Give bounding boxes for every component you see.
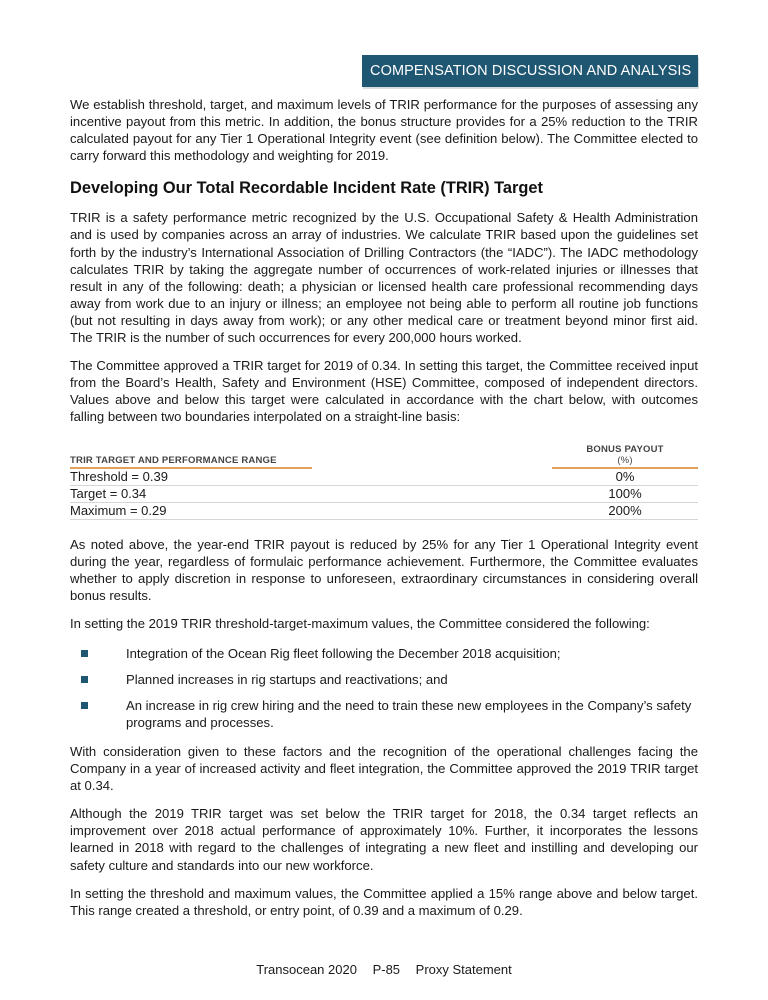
consideration-summary-paragraph: With consideration given to these factors and the recognition of the operational challenges facing the Company in a year of increased activity and fleet integration, the Committee approved the 2019 TRIR target at 0.34. bbox=[70, 743, 698, 794]
list-item bbox=[70, 645, 698, 662]
table-cell-payout: 200% bbox=[608, 502, 642, 518]
table-header bbox=[70, 439, 698, 469]
payout-header-line1: BONUS PAYOUT bbox=[586, 443, 664, 455]
considerations-list bbox=[70, 645, 698, 731]
table-cell-level: Maximum = 0.29 bbox=[70, 502, 167, 518]
payout-header-line2: (%) bbox=[617, 454, 633, 466]
table-row bbox=[70, 486, 698, 503]
list-item-text: Planned increases in rig startups and reactivations; and bbox=[126, 671, 448, 687]
footer-company: Transocean 2020 bbox=[256, 962, 357, 977]
reduction-note-paragraph: As noted above, the year-end TRIR payout is reduced by 25% for any Tier 1 Operational Integrity event during the year, regardless of formulaic performance achievement. Furthermore, the Committee evaluates whether to apply discretion in response to unforeseen, extraordinary circumstances in considering overall bonus results. bbox=[70, 536, 698, 603]
section-banner: COMPENSATION DISCUSSION AND ANALYSIS bbox=[362, 55, 698, 87]
improvement-note-paragraph: Although the 2019 TRIR target was set below the TRIR target for 2018, the 0.34 target reflects an improvement over 2018 actual performance of approximately 10%. Further, it incorporates the lessons learned in 2018 with regard to the challenges of integrating a new fleet and instilling and developing our safety culture and standards into our new workforce. bbox=[70, 806, 698, 873]
list-item-text: An increase in rig crew hiring and the need to train these new employees in the Company’s safety programs and processes. bbox=[126, 697, 692, 730]
page-content bbox=[70, 96, 698, 919]
square-bullet-icon bbox=[81, 702, 88, 709]
table-header-range: TRIR TARGET AND PERFORMANCE RANGE bbox=[70, 455, 312, 469]
table-cell-payout: 0% bbox=[615, 468, 635, 484]
list-item bbox=[70, 671, 698, 688]
list-item-text: Integration of the Ocean Rig fleet following the December 2018 acquisition; bbox=[126, 645, 561, 661]
square-bullet-icon bbox=[81, 676, 88, 683]
footer-page-number: P-85 bbox=[372, 962, 401, 977]
range-note-paragraph: In setting the threshold and maximum values, the Committee applied a 15% range above and below target. This range created a threshold, or entry point, of 0.39 and a maximum of 0.29. bbox=[70, 885, 698, 918]
page-footer bbox=[0, 962, 768, 977]
table-cell-level: Threshold = 0.39 bbox=[70, 468, 168, 484]
section-heading: Developing Our Total Recordable Incident Rate (TRIR) Target bbox=[70, 179, 543, 198]
square-bullet-icon bbox=[81, 650, 88, 657]
table-cell-payout: 100% bbox=[608, 485, 642, 501]
table-header-payout bbox=[552, 444, 698, 469]
footer-document: Proxy Statement bbox=[415, 962, 512, 977]
considered-intro-paragraph: In setting the 2019 TRIR threshold-target-maximum values, the Committee considered the following: bbox=[70, 615, 650, 631]
intro-paragraph: We establish threshold, target, and maximum levels of TRIR performance for the purposes of assessing any incentive payout from this metric. In addition, the bonus structure provides for a 25% reduction to the TRIR calculated payout for any Tier 1 Operational Integrity event (see definition below). The Committee elected to carry forward this methodology and weighting for 2019. bbox=[70, 97, 698, 164]
list-item bbox=[70, 697, 698, 731]
target-approval-paragraph: The Committee approved a TRIR target for 2019 of 0.34. In setting this target, the Committee received input from the Board’s Health, Safety and Environment (HSE) Committee, composed of independent directors. Values above and below this target were calculated in accordance with the chart below, with outcomes falling between two boundaries interpolated on a straight-line basis: bbox=[70, 358, 698, 425]
trir-definition-paragraph: TRIR is a safety performance metric recognized by the U.S. Occupational Safety & Health Administration and is used by companies across an array of industries. We calculate TRIR based upon the guidelines set forth by the industry’s International Association of Drilling Contractors (the “IADC”). The IADC methodology calculates TRIR by taking the aggregate number of occurrences of work-related injuries or illnesses that result in any of the following: death; a physician or licensed health care professional recommending days away from work due to an injury or illness; an employee not being able to perform all routine job functions (but not resulting in days away from work); or any other medical care or treatment beyond minor first aid. The TRIR is the number of such occurrences for every 200,000 hours worked. bbox=[70, 210, 698, 346]
trir-performance-table bbox=[70, 439, 698, 520]
table-row bbox=[70, 469, 698, 486]
table-cell-level: Target = 0.34 bbox=[70, 485, 147, 501]
table-row bbox=[70, 503, 698, 520]
